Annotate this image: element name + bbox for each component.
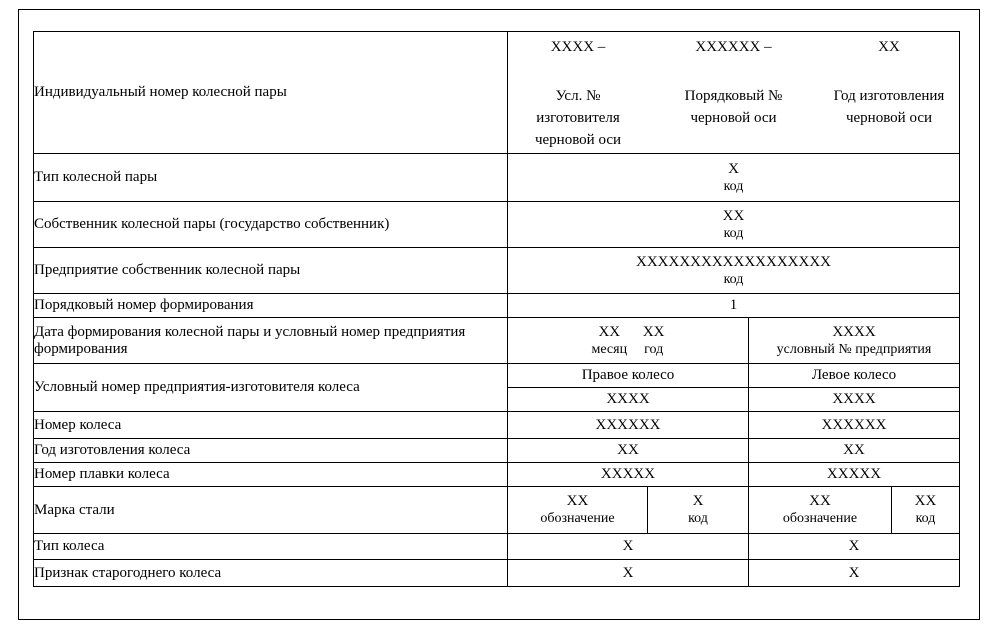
label-wheel-maker: Условный номер предприятия-изготовителя колеса <box>34 364 508 412</box>
label-old-year-sign: Признак старогоднего колеса <box>34 560 508 587</box>
part-year-caption: Год изготовления черновой оси <box>833 87 945 126</box>
right-steel-code-value: X <box>692 493 704 509</box>
document-frame <box>18 9 980 620</box>
row-wheel-type <box>34 534 960 560</box>
formation-year-caption: год <box>644 341 664 357</box>
owner-value: XX <box>722 207 745 224</box>
right-heat-number: XXXXX <box>508 463 749 487</box>
label-wheel-year: Год изготовления колеса <box>34 439 508 463</box>
row-wheelset-type <box>34 154 960 202</box>
owner-enterprise-caption: код <box>723 271 744 287</box>
row-old-year-sign <box>34 560 960 587</box>
part-year-value: XX <box>878 38 900 55</box>
owner-enterprise-value: XXXXXXXXXXXXXXXXXX <box>636 253 831 270</box>
left-old-year-sign: X <box>749 560 960 587</box>
left-steel-designation-value: XX <box>809 493 831 509</box>
wheelset-data-table <box>33 31 960 587</box>
formation-month-value: XX <box>598 323 621 340</box>
row-wheel-year <box>34 439 960 463</box>
label-individual-number: Индивидуальный номер колесной пары <box>34 32 508 154</box>
formation-number-value: 1 <box>508 294 960 318</box>
formation-year-value: XX <box>642 323 665 340</box>
individual-number-cell <box>508 32 960 154</box>
row-heat-number <box>34 463 960 487</box>
left-wheel-header: Левое колесо <box>749 364 960 388</box>
part-year <box>829 35 949 151</box>
label-wheelset-type: Тип колесной пары <box>34 154 508 202</box>
part-maker <box>518 35 638 151</box>
row-steel-grade <box>34 487 960 534</box>
formation-enterprise-caption: условный № предприятия <box>776 341 932 357</box>
row-wheel-number <box>34 412 960 439</box>
right-wheel-type: X <box>508 534 749 560</box>
left-wheel-number: XXXXXX <box>749 412 960 439</box>
left-steel-code-value: XX <box>914 493 937 509</box>
label-heat-number: Номер плавки колеса <box>34 463 508 487</box>
label-steel-grade: Марка стали <box>34 487 508 534</box>
left-steel-designation-caption: обозначение <box>782 511 858 526</box>
left-wheel-type: X <box>749 534 960 560</box>
left-wheel-maker-value: XXXX <box>749 388 960 412</box>
left-steel-code-caption: код <box>915 511 936 526</box>
right-wheel-year: XX <box>508 439 749 463</box>
right-steel-designation-value: XX <box>566 493 589 509</box>
formation-enterprise-value: XXXX <box>832 323 876 340</box>
wheelset-type-value: X <box>728 160 739 177</box>
left-wheel-year: XX <box>749 439 960 463</box>
right-wheel-maker-value: XXXX <box>508 388 749 412</box>
label-owner-enterprise: Предприятие собственник колесной пары <box>34 248 508 294</box>
owner-caption: код <box>723 225 744 241</box>
right-wheel-header: Правое колесо <box>508 364 749 388</box>
formation-month-caption: месяц <box>591 341 628 357</box>
left-heat-number: XXXXX <box>749 463 960 487</box>
label-formation-number: Порядковый номер формирования <box>34 294 508 318</box>
row-formation-number <box>34 294 960 318</box>
part-serial-value: XXXXXX – <box>695 38 772 55</box>
right-wheel-number: XXXXXX <box>508 412 749 439</box>
label-formation-date: Дата формирования колесной пары и условный номер предприятия формирования <box>34 318 508 364</box>
row-formation-date <box>34 318 960 364</box>
wheelset-type-caption: код <box>723 178 744 194</box>
part-serial <box>674 35 794 151</box>
label-wheel-type: Тип колеса <box>34 534 508 560</box>
row-owner <box>34 202 960 248</box>
label-wheel-number: Номер колеса <box>34 412 508 439</box>
right-steel-designation-caption: обозначение <box>540 511 615 526</box>
label-owner: Собственник колесной пары (государство собственник) <box>34 202 508 248</box>
row-individual-number <box>34 32 960 154</box>
part-maker-caption: Усл. № изготовителя черновой оси <box>534 87 622 148</box>
right-old-year-sign: X <box>508 560 749 587</box>
row-owner-enterprise <box>34 248 960 294</box>
part-serial-caption: Порядковый № черновой оси <box>684 87 783 126</box>
right-steel-code-caption: код <box>688 511 708 526</box>
row-wheel-maker-header <box>34 364 960 388</box>
part-maker-value: XXXX – <box>550 38 606 55</box>
